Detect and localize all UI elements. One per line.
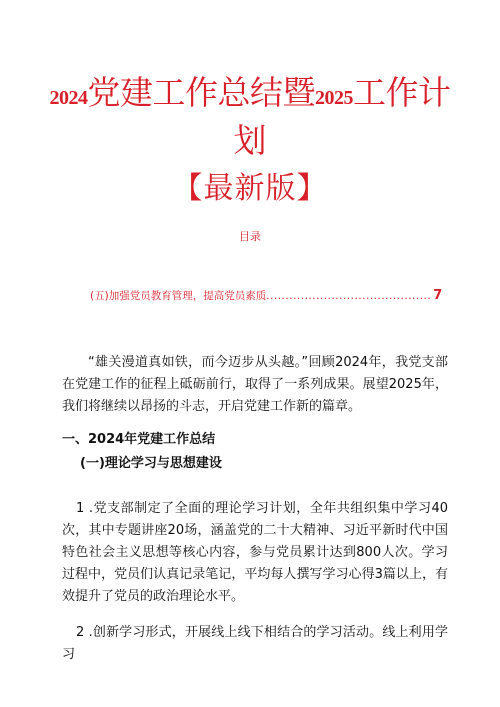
toc-label: 目录 (239, 230, 261, 243)
intro-paragraph: “雄关漫道真如铁，而今迈步从头越。”回顾2024年，我党支部在党建工作的征程上砥砺前行，取得了一系列成果。展望2025年，我们将继续以昂扬的斗志，开启党建工作新的篇章。 (62, 355, 448, 414)
subsection-heading-1: (一)理论学习与思想建设 (80, 456, 222, 471)
title-text-1: 党建工作总结暨 (87, 73, 315, 112)
toc-entry-link[interactable] (90, 288, 443, 303)
title-year-2024: 2024 (49, 87, 88, 109)
toc-entry-page-number: 7 (433, 288, 443, 303)
toc-entry-text: (五)加强党员教育管理，提高党员素质 (90, 290, 267, 302)
document-title-edition: 【最新版】 (172, 171, 328, 206)
body-paragraph-2: 2 .创新学习形式，开展线上线下相结合的学习活动。线上利用学习 (62, 625, 448, 662)
title-year-2025: 2025 (315, 87, 353, 109)
body-paragraph-1: 1 .党支部制定了全面的理论学习计划，全年共组织集中学习40次，其中专题讲座20场，涵盖党的二十大精神、习近平新时代中国特色社会主义思想等核心内容，参与党员累计达到800人次。学习过程中，党员们认真记录笔记，平均每人撰写学习心得3篇以上，有效提升了党员的政治理论水平。 (62, 501, 448, 604)
document-title-line-2: 划 (233, 121, 267, 160)
document-title-line-1 (40, 72, 460, 113)
section-heading-1: 一、2024年党建工作总结 (62, 432, 216, 447)
toc-entry-leader: ........................................... (266, 290, 432, 302)
title-text-2: 工作计 (353, 73, 451, 112)
